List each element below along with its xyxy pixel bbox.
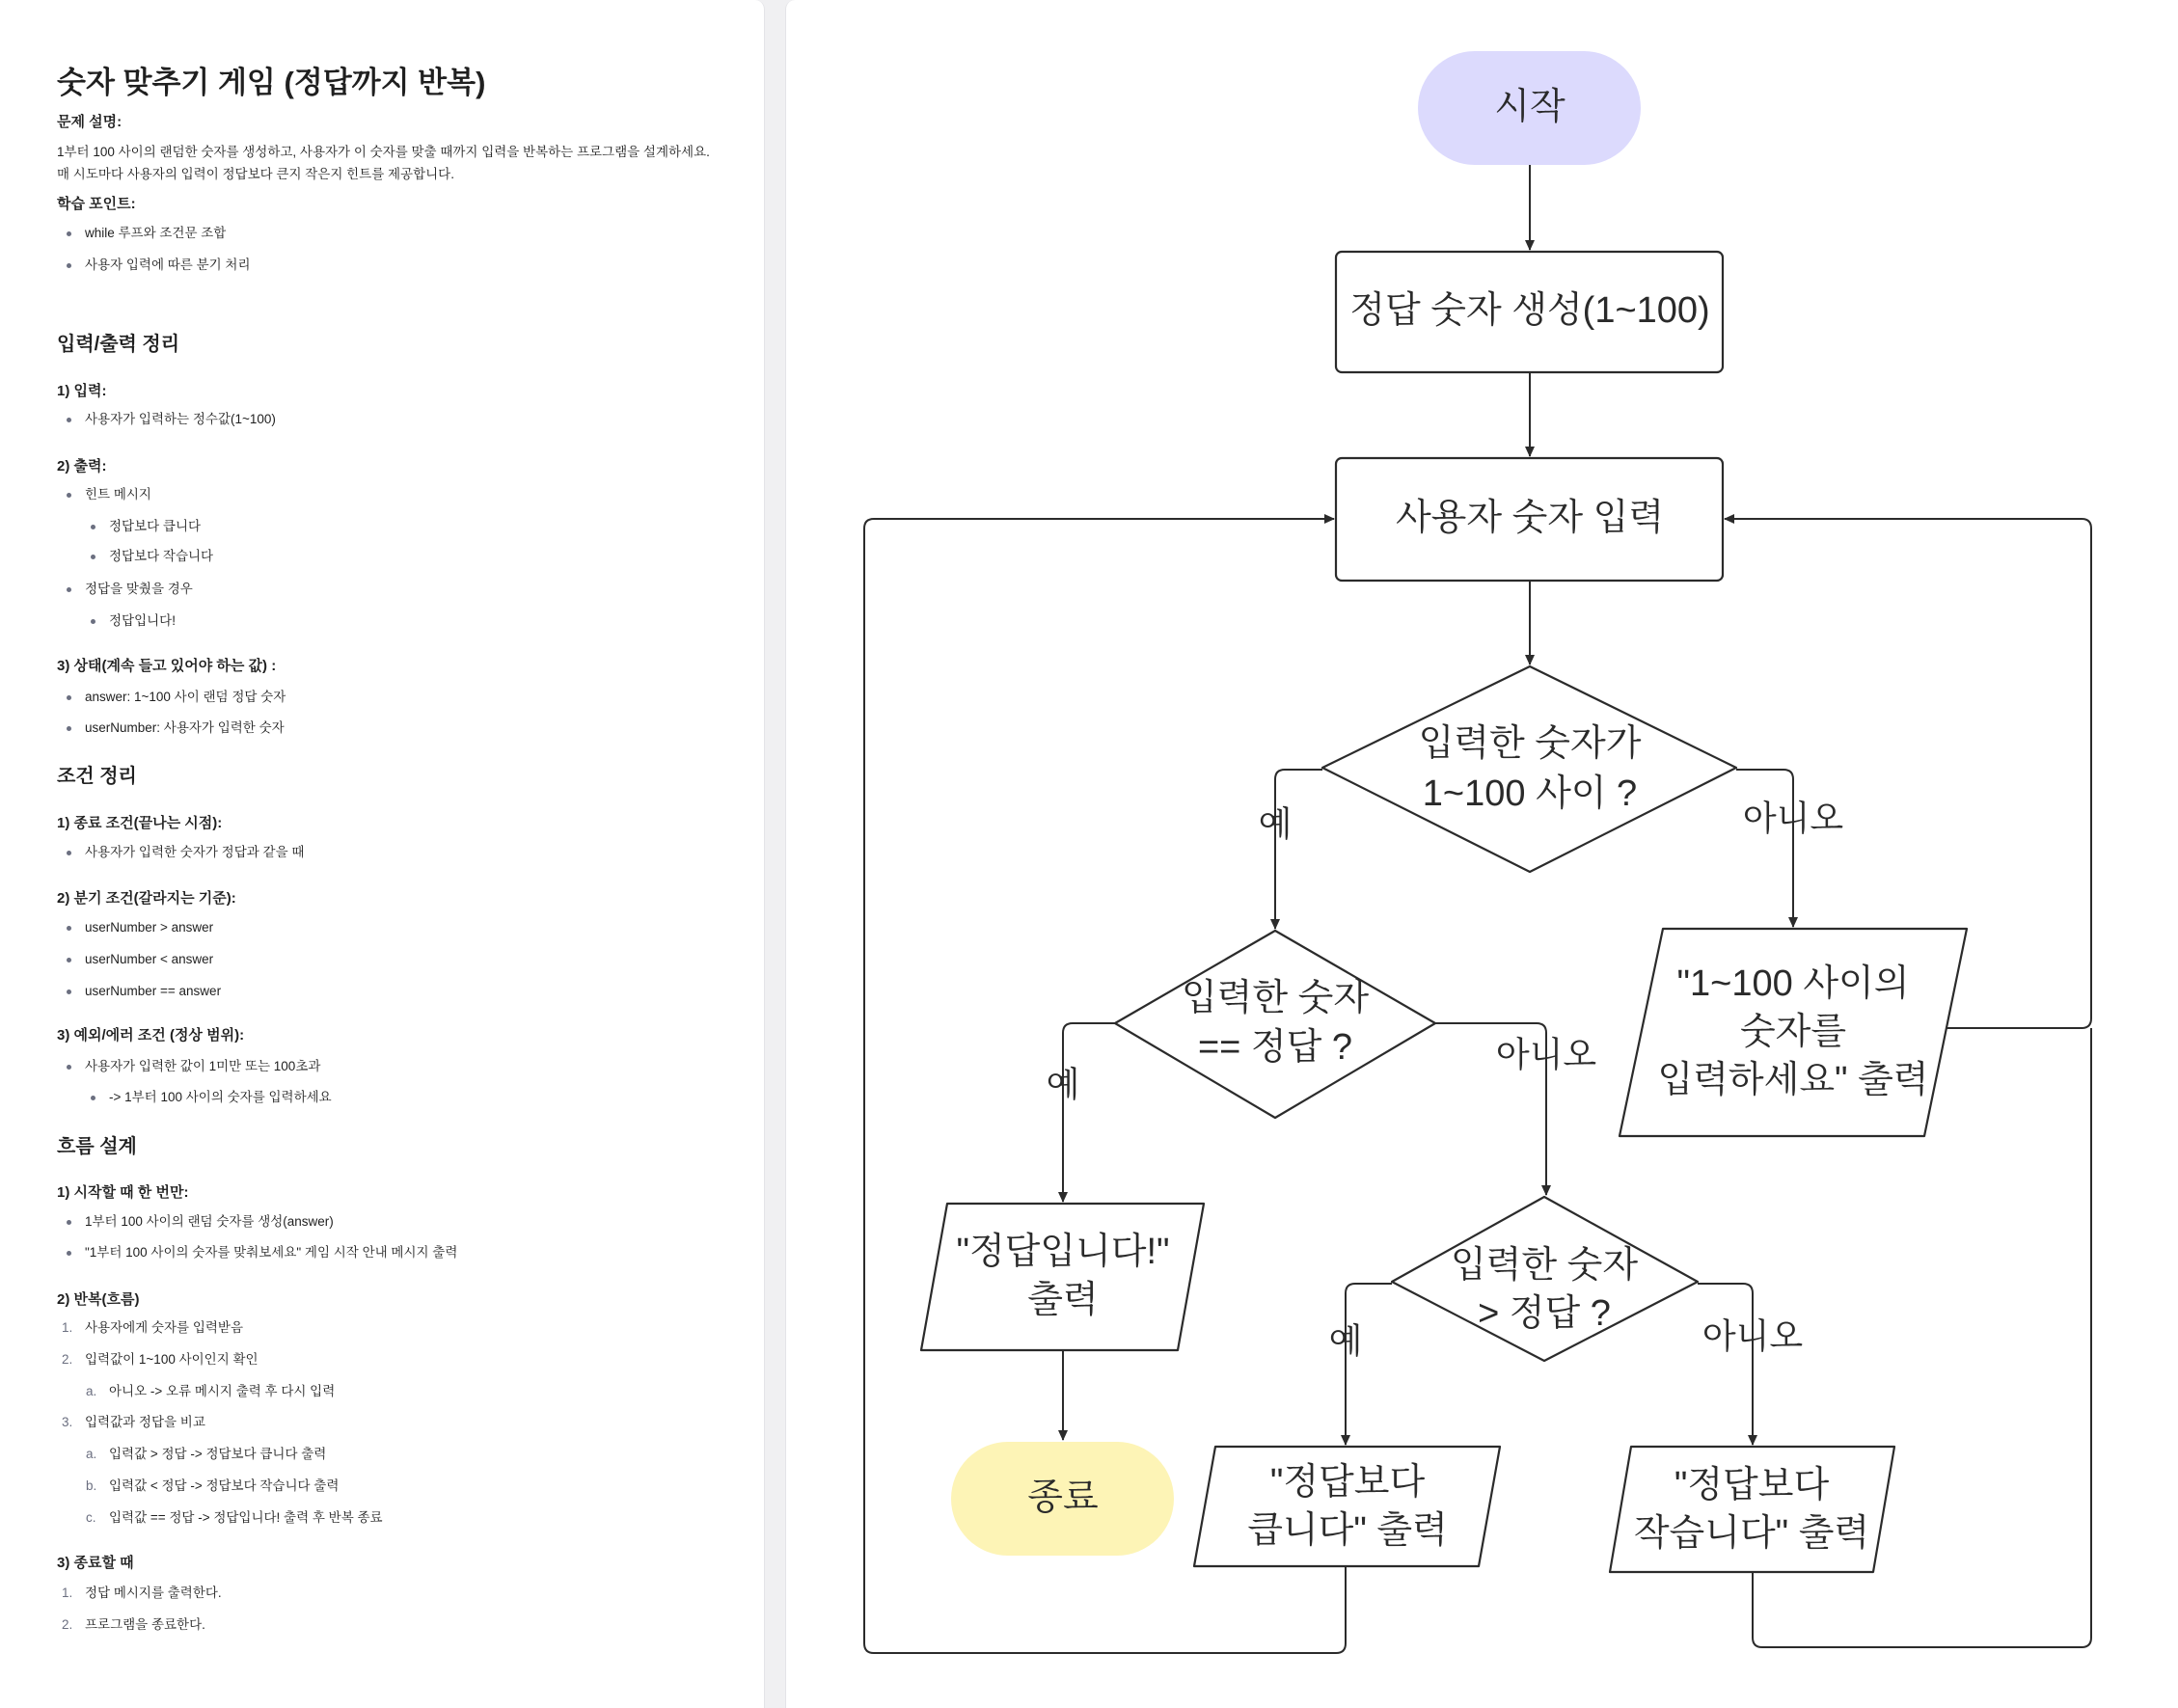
ordered-item: 2. 프로그램을 종료한다. <box>62 1617 205 1632</box>
subheading: 2) 출력: <box>57 458 107 474</box>
svg-text:입력한 숫자가: 입력한 숫자가 <box>1418 723 1642 765</box>
svg-text:"1~100 사이의: "1~100 사이의 <box>1676 963 1910 1005</box>
subheading: 3) 상태(계속 들고 있어야 하는 값) : <box>57 658 277 674</box>
node-check-equal <box>1115 931 1435 1118</box>
node-correct <box>921 1204 1204 1350</box>
ordered-item: b. 입력값 < 정답 -> 정답보다 작습니다 출력 <box>86 1478 340 1493</box>
list-item: 정답을 맞췄을 경우 <box>85 580 193 599</box>
ordered-item: a. 입력값 > 정답 -> 정답보다 큽니다 출력 <box>86 1447 327 1461</box>
problem-heading: 문제 설명: <box>57 114 123 130</box>
list-item: answer: 1~100 사이 랜덤 정답 숫자 <box>85 688 286 707</box>
list-item: userNumber < answer <box>85 950 213 969</box>
node-check-range <box>1322 666 1736 872</box>
list-item: 사용자가 입력한 값이 1미만 또는 100초과 <box>85 1057 320 1076</box>
svg-text:> 정답 ?: > 정답 ? <box>1478 1293 1611 1335</box>
edge-greater-yes <box>1346 1284 1392 1445</box>
node-end <box>951 1442 1174 1556</box>
edge-range-yes <box>1275 770 1322 929</box>
list-item: userNumber: 사용자가 입력한 숫자 <box>85 718 285 738</box>
label-range-no: 아니오 <box>1742 798 1844 838</box>
svg-text:"정답입니다!": "정답입니다!" <box>956 1232 1170 1273</box>
list-item: 사용자가 입력한 숫자가 정답과 같을 때 <box>85 843 304 862</box>
label-equal-yes: 예 <box>1046 1064 1080 1104</box>
list-item: 정답보다 큽니다 <box>109 517 201 536</box>
node-greater-msg <box>1194 1447 1500 1566</box>
subheading: 1) 종료 조건(끝나는 시점): <box>57 815 223 831</box>
svg-text:"정답보다: "정답보다 <box>1269 1462 1426 1504</box>
list-item: 1부터 100 사이의 랜덤 숫자를 생성(answer) <box>85 1212 334 1232</box>
problem-line: 매 시도마다 사용자의 입력이 정답보다 큰지 작은지 힌트를 제공합니다. <box>57 167 454 181</box>
list-item: "1부터 100 사이의 숫자를 맞춰보세요" 게임 시작 안내 메시지 출력 <box>85 1243 457 1262</box>
ordered-item: 2. 입력값이 1~100 사이인지 확인 <box>62 1352 259 1367</box>
section-heading: 조건 정리 <box>57 766 137 787</box>
svg-text:== 정답 ?: == 정답 ? <box>1197 1027 1353 1069</box>
node-generate <box>1336 252 1723 372</box>
ordered-item: a. 아니오 -> 오류 메시지 출력 후 다시 입력 <box>86 1384 336 1398</box>
node-input <box>1336 458 1723 581</box>
problem-line: 1부터 100 사이의 랜덤한 숫자를 생성하고, 사용자가 이 숫자를 맞출 때까지 입력을 반복하는 프로그램을 설계하세요. <box>57 145 710 159</box>
subheading: 1) 시작할 때 한 번만: <box>57 1184 189 1201</box>
svg-text:입력한 숫자: 입력한 숫자 <box>1450 1245 1639 1287</box>
svg-text:1~100 사이 ?: 1~100 사이 ? <box>1422 773 1638 815</box>
section-heading: 입력/출력 정리 <box>57 334 180 355</box>
ordered-item: c. 입력값 == 정답 -> 정답입니다! 출력 후 반복 종료 <box>86 1510 383 1525</box>
list-item: while 루프와 조건문 조합 <box>85 224 226 243</box>
ordered-item: 1. 정답 메시지를 출력한다. <box>62 1586 222 1600</box>
svg-text:숫자를: 숫자를 <box>1739 1012 1847 1053</box>
svg-text:정답 숫자 생성(1~100): 정답 숫자 생성(1~100) <box>1349 290 1710 332</box>
node-less-msg <box>1610 1447 1894 1572</box>
list-item: 사용자 입력에 따른 분기 처리 <box>85 256 251 275</box>
svg-text:입력하세요" 출력: 입력하세요" 출력 <box>1657 1060 1929 1101</box>
edge-range-no <box>1736 770 1793 927</box>
svg-text:입력한 숫자: 입력한 숫자 <box>1181 978 1370 1019</box>
svg-text:"정답보다: "정답보다 <box>1674 1465 1830 1506</box>
list-item: 정답입니다! <box>109 611 176 631</box>
list-item: userNumber == answer <box>85 982 221 1001</box>
svg-text:작습니다" 출력: 작습니다" 출력 <box>1633 1513 1870 1555</box>
subheading: 3) 종료할 때 <box>57 1555 134 1571</box>
list-item: -> 1부터 100 사이의 숫자를 입력하세요 <box>109 1088 332 1107</box>
svg-text:큽니다" 출력: 큽니다" 출력 <box>1247 1510 1448 1552</box>
svg-text:출력: 출력 <box>1027 1280 1099 1321</box>
node-start <box>1418 51 1641 165</box>
list-item: 사용자가 입력하는 정수값(1~100) <box>85 410 276 429</box>
ordered-item: 1. 사용자에게 숫자를 입력받음 <box>62 1320 243 1335</box>
edge-greater-no <box>1698 1284 1753 1445</box>
subheading: 3) 예외/에러 조건 (정상 범위): <box>57 1027 245 1044</box>
list-item: 정답보다 작습니다 <box>109 547 213 566</box>
page-title: 숫자 맞추기 게임 (정답까지 반복) <box>57 66 486 99</box>
subheading: 2) 반복(흐름) <box>57 1291 140 1308</box>
ordered-item: 3. 입력값과 정답을 비교 <box>62 1415 205 1429</box>
svg-text:종료: 종료 <box>1027 1478 1099 1519</box>
list-item: userNumber > answer <box>85 918 213 937</box>
node-range-error <box>1620 929 1967 1136</box>
section-heading: 흐름 설계 <box>57 1136 137 1157</box>
label-greater-no: 아니오 <box>1702 1315 1804 1356</box>
node-check-greater <box>1392 1197 1698 1361</box>
edge-equal-yes <box>1063 1023 1115 1202</box>
subheading: 1) 입력: <box>57 383 107 399</box>
label-equal-no: 아니오 <box>1495 1034 1597 1074</box>
list-item: 힌트 메시지 <box>85 485 151 504</box>
label-range-yes: 예 <box>1258 803 1293 844</box>
svg-text:시작: 시작 <box>1494 87 1565 128</box>
subheading: 2) 분기 조건(갈라지는 기준): <box>57 890 236 907</box>
label-greater-yes: 예 <box>1328 1320 1363 1361</box>
learning-heading: 학습 포인트: <box>57 196 136 212</box>
svg-text:사용자 숫자 입력: 사용자 숫자 입력 <box>1395 498 1665 539</box>
